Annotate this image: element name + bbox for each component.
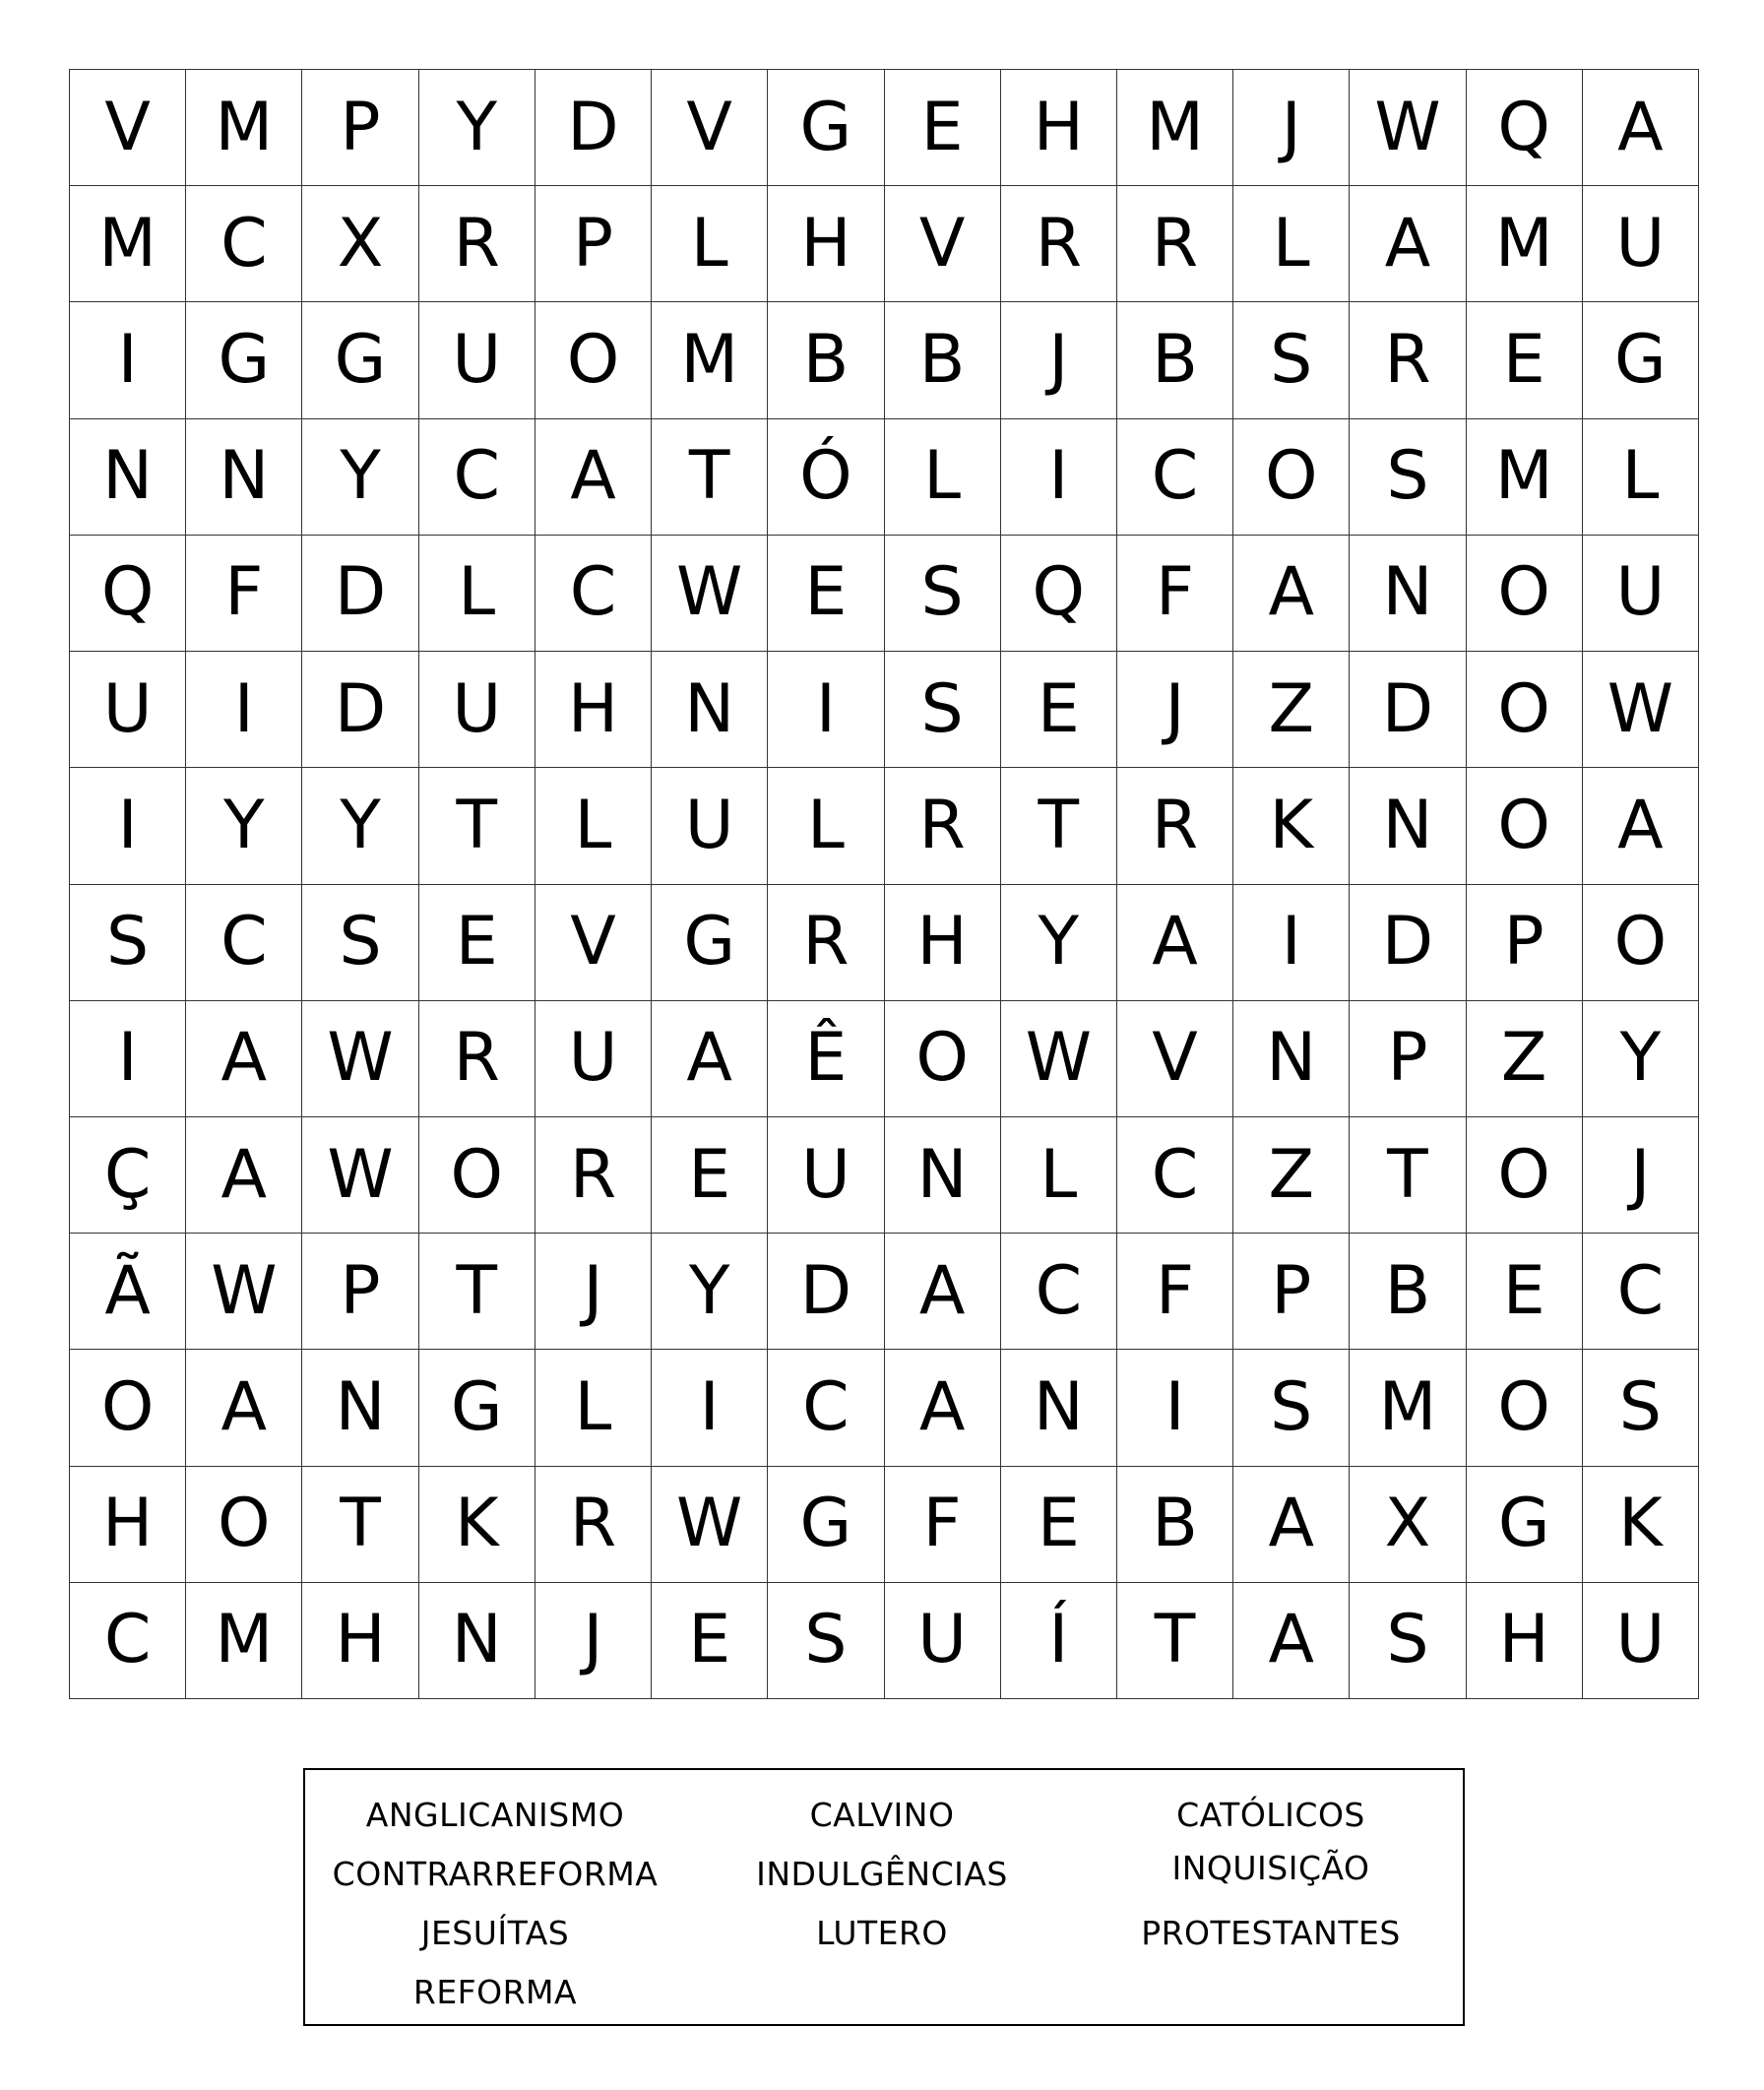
grid-cell[interactable]: P: [1350, 1001, 1466, 1117]
grid-cell[interactable]: U: [419, 302, 536, 418]
grid-cell[interactable]: C: [186, 186, 302, 302]
grid-cell[interactable]: A: [1350, 186, 1466, 302]
grid-cell[interactable]: I: [1117, 1350, 1233, 1466]
grid-cell[interactable]: M: [1467, 186, 1583, 302]
grid-cell[interactable]: P: [1467, 885, 1583, 1001]
grid-cell[interactable]: B: [768, 302, 884, 418]
grid-cell[interactable]: L: [419, 536, 536, 652]
grid-cell[interactable]: R: [1001, 186, 1117, 302]
grid-cell[interactable]: P: [302, 1234, 418, 1350]
grid-cell[interactable]: R: [1117, 768, 1233, 884]
grid-cell[interactable]: D: [302, 536, 418, 652]
grid-cell[interactable]: L: [652, 186, 768, 302]
word-list-item: CONTRARREFORMA: [332, 1855, 659, 1893]
grid-cell[interactable]: Y: [1583, 1001, 1699, 1117]
grid-cell[interactable]: M: [1350, 1350, 1466, 1466]
grid-cell[interactable]: E: [652, 1117, 768, 1234]
grid-cell[interactable]: E: [885, 70, 1001, 186]
grid-cell[interactable]: R: [536, 1467, 652, 1583]
grid-cell[interactable]: O: [419, 1117, 536, 1234]
grid-cell[interactable]: T: [1001, 768, 1117, 884]
grid-cell[interactable]: L: [1583, 419, 1699, 536]
grid-cell[interactable]: U: [652, 768, 768, 884]
grid-cell[interactable]: I: [1233, 885, 1350, 1001]
grid-cell[interactable]: T: [419, 768, 536, 884]
grid-cell[interactable]: L: [1233, 186, 1350, 302]
grid-cell[interactable]: R: [1350, 302, 1466, 418]
grid-cell[interactable]: M: [1117, 70, 1233, 186]
grid-cell[interactable]: Y: [419, 70, 536, 186]
grid-cell[interactable]: A: [885, 1350, 1001, 1466]
grid-cell[interactable]: Y: [186, 768, 302, 884]
grid-cell[interactable]: S: [1350, 1583, 1466, 1699]
grid-cell[interactable]: M: [186, 1583, 302, 1699]
grid-cell[interactable]: U: [419, 652, 536, 768]
grid-cell[interactable]: N: [652, 652, 768, 768]
grid-cell[interactable]: H: [1467, 1583, 1583, 1699]
grid-cell[interactable]: N: [1233, 1001, 1350, 1117]
word-list-item: JESUÍTAS: [420, 1914, 570, 1952]
grid-cell[interactable]: G: [186, 302, 302, 418]
grid-cell[interactable]: G: [652, 885, 768, 1001]
grid-cell[interactable]: R: [419, 186, 536, 302]
grid-cell[interactable]: G: [1467, 1467, 1583, 1583]
grid-cell[interactable]: E: [419, 885, 536, 1001]
word-list-item: INDULGÊNCIAS: [756, 1855, 1008, 1893]
grid-cell[interactable]: S: [302, 885, 418, 1001]
grid-cell[interactable]: V: [652, 70, 768, 186]
grid-cell[interactable]: C: [536, 536, 652, 652]
grid-cell[interactable]: E: [1001, 1467, 1117, 1583]
grid-cell[interactable]: N: [302, 1350, 418, 1466]
grid-cell[interactable]: M: [70, 186, 186, 302]
grid-cell[interactable]: H: [536, 652, 652, 768]
grid-cell[interactable]: M: [186, 70, 302, 186]
grid-cell[interactable]: A: [536, 419, 652, 536]
grid-cell[interactable]: A: [186, 1117, 302, 1234]
grid-cell[interactable]: A: [1233, 1467, 1350, 1583]
grid-cell[interactable]: E: [1467, 302, 1583, 418]
grid-cell[interactable]: V: [885, 186, 1001, 302]
grid-cell[interactable]: V: [1117, 1001, 1233, 1117]
word-list-item: INQUISIÇÃO: [1171, 1849, 1370, 1887]
grid-cell[interactable]: W: [302, 1001, 418, 1117]
grid-cell[interactable]: M: [1467, 419, 1583, 536]
grid-cell[interactable]: U: [885, 1583, 1001, 1699]
grid-cell[interactable]: P: [302, 70, 418, 186]
grid-cell[interactable]: E: [768, 536, 884, 652]
grid-cell[interactable]: I: [1001, 419, 1117, 536]
grid-cell[interactable]: H: [70, 1467, 186, 1583]
grid-cell[interactable]: A: [1583, 768, 1699, 884]
grid-cell[interactable]: A: [652, 1001, 768, 1117]
grid-cell[interactable]: R: [1117, 186, 1233, 302]
grid-cell[interactable]: X: [1350, 1467, 1466, 1583]
grid-cell[interactable]: Q: [70, 536, 186, 652]
grid-cell[interactable]: L: [536, 768, 652, 884]
grid-cell[interactable]: Q: [1001, 536, 1117, 652]
grid-cell[interactable]: C: [1583, 1234, 1699, 1350]
grid-cell[interactable]: Ã: [70, 1234, 186, 1350]
grid-cell[interactable]: X: [302, 186, 418, 302]
grid-cell[interactable]: G: [302, 302, 418, 418]
grid-cell[interactable]: B: [1117, 1467, 1233, 1583]
grid-cell[interactable]: S: [1583, 1350, 1699, 1466]
grid-cell[interactable]: O: [70, 1350, 186, 1466]
grid-cell[interactable]: J: [1583, 1117, 1699, 1234]
grid-cell[interactable]: Ç: [70, 1117, 186, 1234]
grid-cell[interactable]: Ê: [768, 1001, 884, 1117]
grid-cell[interactable]: C: [419, 419, 536, 536]
grid-cell[interactable]: J: [1117, 652, 1233, 768]
grid-cell[interactable]: S: [1350, 419, 1466, 536]
grid-cell[interactable]: M: [652, 302, 768, 418]
grid-cell[interactable]: N: [1350, 536, 1466, 652]
grid-cell[interactable]: S: [1233, 1350, 1350, 1466]
grid-cell[interactable]: N: [1350, 768, 1466, 884]
grid-cell[interactable]: J: [536, 1583, 652, 1699]
grid-cell[interactable]: U: [1583, 1583, 1699, 1699]
grid-cell[interactable]: U: [536, 1001, 652, 1117]
grid-cell[interactable]: V: [70, 70, 186, 186]
grid-cell[interactable]: R: [536, 1117, 652, 1234]
grid-cell[interactable]: P: [536, 186, 652, 302]
grid-cell[interactable]: B: [885, 302, 1001, 418]
grid-cell[interactable]: N: [419, 1583, 536, 1699]
grid-cell[interactable]: U: [70, 652, 186, 768]
grid-cell[interactable]: Y: [302, 768, 418, 884]
grid-cell[interactable]: O: [1467, 536, 1583, 652]
grid-cell[interactable]: C: [768, 1350, 884, 1466]
grid-cell[interactable]: W: [186, 1234, 302, 1350]
grid-cell[interactable]: U: [1583, 186, 1699, 302]
word-list-item: PROTESTANTES: [1141, 1914, 1401, 1952]
grid-cell[interactable]: H: [302, 1583, 418, 1699]
grid-cell[interactable]: W: [1001, 1001, 1117, 1117]
word-list-item: LUTERO: [816, 1914, 948, 1952]
grid-cell[interactable]: A: [1583, 70, 1699, 186]
grid-cell[interactable]: C: [1001, 1234, 1117, 1350]
grid-cell[interactable]: B: [1117, 302, 1233, 418]
grid-cell[interactable]: H: [1001, 70, 1117, 186]
grid-cell[interactable]: Ó: [768, 419, 884, 536]
grid-cell[interactable]: P: [1233, 1234, 1350, 1350]
grid-cell[interactable]: D: [1350, 652, 1466, 768]
grid-cell[interactable]: O: [1467, 652, 1583, 768]
grid-cell[interactable]: D: [302, 652, 418, 768]
grid-cell[interactable]: T: [1117, 1583, 1233, 1699]
grid-cell[interactable]: O: [1467, 1350, 1583, 1466]
grid-cell[interactable]: J: [1001, 302, 1117, 418]
grid-cell[interactable]: G: [419, 1350, 536, 1466]
grid-cell[interactable]: W: [1350, 70, 1466, 186]
grid-cell[interactable]: A: [1233, 1583, 1350, 1699]
grid-cell[interactable]: N: [1001, 1350, 1117, 1466]
grid-cell[interactable]: E: [652, 1583, 768, 1699]
word-list-item: CATÓLICOS: [1176, 1796, 1365, 1834]
grid-cell[interactable]: A: [186, 1001, 302, 1117]
grid-cell[interactable]: T: [302, 1467, 418, 1583]
grid-cell[interactable]: R: [419, 1001, 536, 1117]
grid-cell[interactable]: Í: [1001, 1583, 1117, 1699]
grid-cell[interactable]: E: [1467, 1234, 1583, 1350]
grid-cell[interactable]: A: [1233, 536, 1350, 652]
grid-cell[interactable]: W: [1583, 652, 1699, 768]
grid-cell[interactable]: C: [70, 1583, 186, 1699]
grid-cell[interactable]: Z: [1233, 652, 1350, 768]
grid-cell[interactable]: I: [70, 768, 186, 884]
grid-cell[interactable]: H: [768, 186, 884, 302]
grid-cell[interactable]: U: [1583, 536, 1699, 652]
grid-cell[interactable]: Z: [1467, 1001, 1583, 1117]
grid-cell[interactable]: S: [1233, 302, 1350, 418]
grid-cell[interactable]: F: [1117, 1234, 1233, 1350]
word-search-grid: [69, 69, 1699, 1699]
grid-cell[interactable]: N: [186, 419, 302, 536]
grid-cell[interactable]: J: [536, 1234, 652, 1350]
grid-cell[interactable]: L: [1001, 1117, 1117, 1234]
grid-cell[interactable]: D: [536, 70, 652, 186]
grid-cell[interactable]: A: [885, 1234, 1001, 1350]
word-list-item: CALVINO: [809, 1796, 955, 1834]
grid-cell[interactable]: V: [536, 885, 652, 1001]
grid-cell[interactable]: C: [1117, 419, 1233, 536]
grid-cell[interactable]: L: [536, 1350, 652, 1466]
grid-cell[interactable]: U: [768, 1117, 884, 1234]
grid-cell[interactable]: Q: [1467, 70, 1583, 186]
grid-cell[interactable]: D: [1350, 885, 1466, 1001]
grid-cell[interactable]: G: [768, 70, 884, 186]
grid-cell[interactable]: Z: [1233, 1117, 1350, 1234]
grid-cell[interactable]: O: [1233, 419, 1350, 536]
word-list-item: REFORMA: [412, 1973, 578, 2011]
grid-cell[interactable]: F: [1117, 536, 1233, 652]
grid-cell[interactable]: S: [885, 652, 1001, 768]
grid-cell[interactable]: I: [70, 1001, 186, 1117]
grid-cell[interactable]: F: [885, 1467, 1001, 1583]
grid-cell[interactable]: S: [768, 1583, 884, 1699]
grid-cell[interactable]: D: [768, 1234, 884, 1350]
grid-cell[interactable]: O: [186, 1467, 302, 1583]
grid-cell[interactable]: Y: [302, 419, 418, 536]
grid-cell[interactable]: O: [1583, 885, 1699, 1001]
grid-cell[interactable]: A: [186, 1350, 302, 1466]
grid-cell[interactable]: L: [885, 419, 1001, 536]
grid-cell[interactable]: A: [1117, 885, 1233, 1001]
grid-cell[interactable]: G: [768, 1467, 884, 1583]
grid-cell[interactable]: R: [768, 885, 884, 1001]
grid-cell[interactable]: O: [1467, 1117, 1583, 1234]
grid-cell[interactable]: E: [1001, 652, 1117, 768]
grid-cell[interactable]: I: [652, 1350, 768, 1466]
grid-cell[interactable]: S: [70, 885, 186, 1001]
grid-cell[interactable]: K: [419, 1467, 536, 1583]
grid-cell[interactable]: N: [885, 1117, 1001, 1234]
grid-cell[interactable]: T: [652, 419, 768, 536]
grid-cell[interactable]: L: [768, 768, 884, 884]
grid-cell[interactable]: K: [1233, 768, 1350, 884]
grid-cell[interactable]: W: [302, 1117, 418, 1234]
grid-cell[interactable]: W: [652, 536, 768, 652]
word-list-item: ANGLICANISMO: [365, 1796, 625, 1834]
grid-cell[interactable]: B: [1350, 1234, 1466, 1350]
grid-cell[interactable]: T: [419, 1234, 536, 1350]
grid-cell[interactable]: N: [70, 419, 186, 536]
grid-cell[interactable]: H: [885, 885, 1001, 1001]
word-list-box: [303, 1768, 1465, 2026]
grid-cell[interactable]: I: [768, 652, 884, 768]
grid-cell[interactable]: C: [1117, 1117, 1233, 1234]
grid-cell[interactable]: I: [186, 652, 302, 768]
grid-cell[interactable]: G: [1583, 302, 1699, 418]
grid-cell[interactable]: W: [652, 1467, 768, 1583]
grid-cell[interactable]: O: [885, 1001, 1001, 1117]
grid-cell[interactable]: Y: [652, 1234, 768, 1350]
grid-cell[interactable]: C: [186, 885, 302, 1001]
grid-cell[interactable]: F: [186, 536, 302, 652]
grid-cell[interactable]: I: [70, 302, 186, 418]
grid-cell[interactable]: O: [536, 302, 652, 418]
grid-cell[interactable]: S: [885, 536, 1001, 652]
grid-cell[interactable]: T: [1350, 1117, 1466, 1234]
grid-cell[interactable]: K: [1583, 1467, 1699, 1583]
grid-cell[interactable]: O: [1467, 768, 1583, 884]
grid-cell[interactable]: Y: [1001, 885, 1117, 1001]
grid-cell[interactable]: R: [885, 768, 1001, 884]
grid-cell[interactable]: J: [1233, 70, 1350, 186]
